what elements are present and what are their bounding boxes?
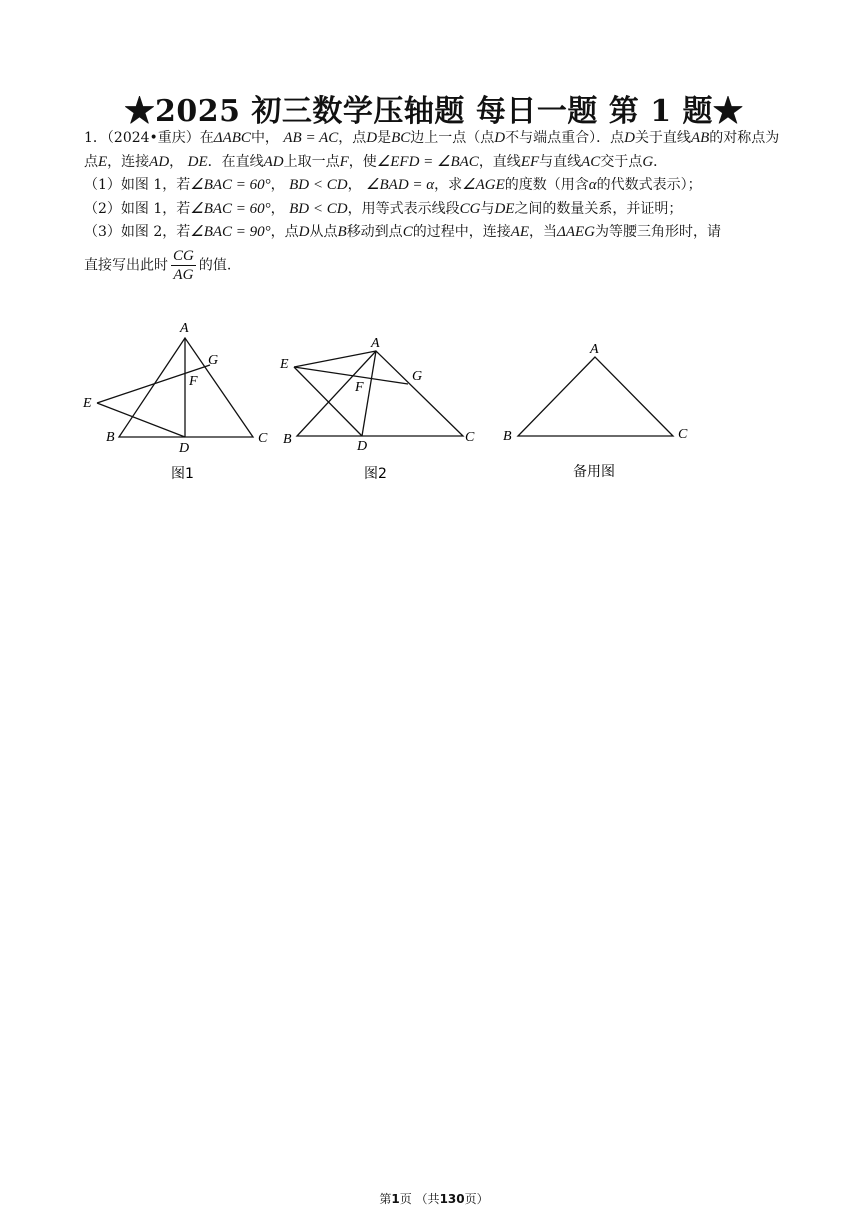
fig3-label-b: B <box>503 429 512 444</box>
fig3-caption: 备用图 <box>573 464 615 480</box>
fig1-label-e: E <box>83 396 92 411</box>
fig3-triangle-abc <box>518 357 673 436</box>
fig1-label-c: C <box>258 431 268 446</box>
fig2-label-e: E <box>280 357 289 372</box>
question-1: （1）如图 1，若∠BAC = 60°， BD < CD， ∠BAD = α，求∠AGE的度数（用含α的代数式表示）； <box>84 177 702 193</box>
fig2-line-eg <box>294 367 408 384</box>
fig2-label-a: A <box>371 336 380 351</box>
fig3-label-a: A <box>590 342 599 357</box>
figure-1-lines <box>97 338 253 437</box>
question-2: （2）如图 1，若∠BAC = 60°， BD < CD，用等式表示线段CG与DE之间的数量关系，并证明； <box>84 200 683 217</box>
fig1-label-d: D <box>179 441 190 456</box>
page-title: ★2025 初三数学压轴题 每日一题 第 1 题★ <box>124 94 744 129</box>
figure-2-lines <box>294 351 463 436</box>
question-3-cont: 直接写出此时 $\frac{CG}{AG}$ 的值. <box>84 247 232 283</box>
figures <box>0 310 868 500</box>
fig2-label-c: C <box>465 430 475 445</box>
problem-statement: 1．（2024•重庆）在ΔABC中， AB = AC，点D是BC边上一点（点D不与端点重合）．点D关于直线AB的对称点为点E，连接AD， DE．在直线AD上取一点F，使∠EFD = ∠BAC，直线EF与直线AC交于点G． <box>84 130 780 170</box>
fig2-label-g: G <box>412 369 423 384</box>
figures-svg <box>0 310 868 500</box>
fig2-label-f: F <box>355 380 364 395</box>
fig2-caption: 图2 <box>364 466 387 482</box>
total-pages: 130 <box>439 1192 465 1206</box>
fig2-label-d: D <box>357 439 368 454</box>
fig1-caption: 图1 <box>171 466 194 482</box>
question-3: （3）如图 2，若∠BAC = 90°，点D从点B移动到点C的过程中，连接AE，当ΔAEG为等腰三角形时，请 <box>84 224 721 240</box>
fraction-cg-ag: $\frac{CG}{AG}$ <box>173 247 194 283</box>
fig2-label-b: B <box>283 432 292 447</box>
fig3-label-c: C <box>678 427 688 442</box>
fig1-label-a: A <box>180 321 189 336</box>
fig1-label-f: F <box>189 374 198 389</box>
page-footer: 第1页 （共130页） <box>379 1192 489 1206</box>
problem-text <box>84 127 790 284</box>
figure-3-lines <box>518 357 673 436</box>
fig1-label-g: G <box>208 353 219 368</box>
page-number: 1 <box>391 1192 400 1206</box>
fig1-label-b: B <box>106 430 115 445</box>
fig2-triangle-abc <box>297 351 463 436</box>
fig1-triangle-abc <box>119 338 253 437</box>
